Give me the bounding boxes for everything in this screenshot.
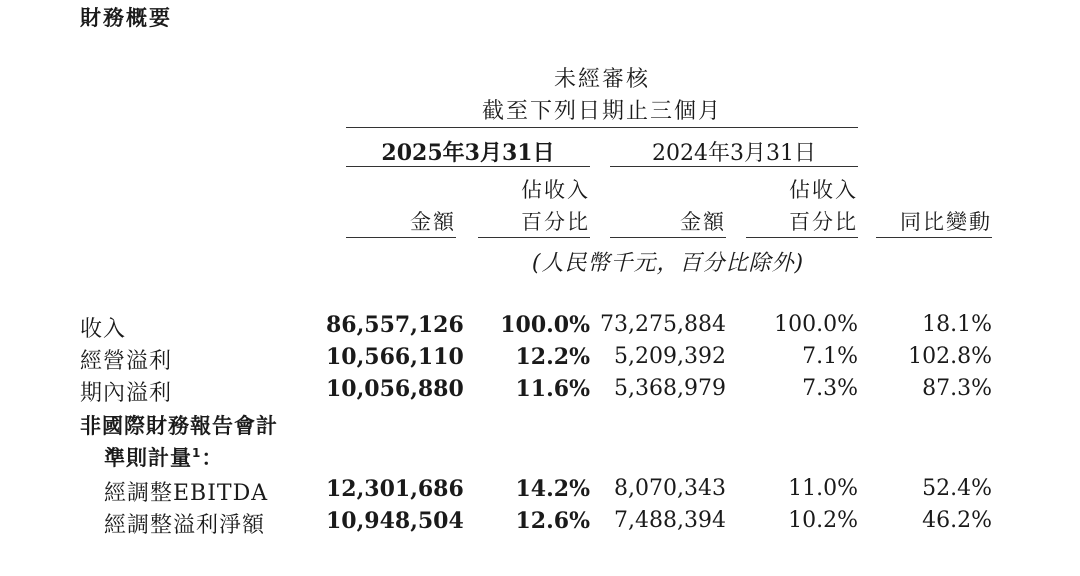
non-ifrs-heading-line1: 非國際財務報告會計 — [80, 414, 278, 438]
col-prior-pct-line2: 百分比 — [789, 210, 858, 234]
row-cur-pct: 12.2% — [515, 344, 590, 370]
row-prior-pct: 10.2% — [788, 508, 858, 533]
period-current: 2025年3月31日 — [381, 140, 555, 166]
rule-col-yoy — [876, 237, 992, 238]
row-label: 收入 — [80, 317, 127, 342]
row-prior-amount: 5,209,392 — [614, 344, 726, 369]
header-unaudited: 未經審核 — [553, 67, 650, 92]
row-cur-pct: 11.6% — [515, 376, 590, 402]
section-title: 財務概要 — [80, 6, 172, 30]
row-label: 期內溢利 — [80, 381, 173, 406]
rule-col-cur-amount — [346, 237, 456, 238]
non-ifrs-heading-line2 — [104, 442, 223, 472]
non-ifrs-heading-colon: ： — [201, 446, 224, 470]
row-yoy: 52.4% — [922, 476, 992, 501]
rule-prior-period — [610, 166, 858, 167]
row-cur-amount: 10,566,110 — [326, 344, 464, 370]
col-cur-amount: 金額 — [410, 210, 456, 234]
col-prior-amount: 金額 — [680, 210, 726, 234]
header-rule-top — [346, 127, 858, 128]
rule-col-prior-amount — [610, 237, 726, 238]
rule-col-prior-pct — [746, 237, 858, 238]
col-yoy: 同比變動 — [900, 210, 992, 234]
non-ifrs-heading-text: 準則計量 — [104, 446, 192, 470]
row-label: 經營溢利 — [80, 349, 173, 374]
row-cur-amount: 12,301,686 — [326, 476, 464, 502]
row-label: 經調整溢利淨額 — [104, 513, 266, 538]
row-prior-amount: 5,368,979 — [614, 376, 726, 401]
row-label: 經調整EBITDA — [104, 481, 269, 506]
col-cur-pct-line1: 佔收入 — [521, 178, 590, 202]
row-cur-pct: 12.6% — [515, 508, 590, 534]
row-prior-pct: 100.0% — [774, 312, 858, 337]
row-cur-pct: 100.0% — [500, 312, 590, 338]
rule-current-period — [346, 166, 590, 167]
row-prior-pct: 11.0% — [788, 476, 858, 501]
row-prior-amount: 8,070,343 — [614, 476, 726, 501]
row-cur-amount: 10,948,504 — [326, 508, 464, 534]
row-yoy: 102.8% — [908, 344, 992, 369]
rule-col-cur-pct — [478, 237, 590, 238]
header-period-desc: 截至下列日期止三個月 — [481, 99, 722, 124]
row-prior-amount: 73,275,884 — [600, 312, 726, 337]
period-prior: 2024年3月31日 — [652, 141, 816, 166]
row-yoy: 46.2% — [922, 508, 992, 533]
col-prior-pct-line1: 佔收入 — [789, 178, 858, 202]
row-prior-pct: 7.1% — [802, 344, 858, 369]
row-prior-amount: 7,488,394 — [614, 508, 726, 533]
row-yoy: 18.1% — [922, 312, 992, 337]
footnote-marker: 1 — [192, 446, 202, 460]
row-prior-pct: 7.3% — [802, 376, 858, 401]
row-yoy: 87.3% — [922, 376, 992, 401]
col-cur-pct-line2: 百分比 — [521, 210, 590, 234]
unit-note: (人民幣千元，百分比除外) — [531, 251, 805, 276]
row-cur-pct: 14.2% — [515, 476, 590, 502]
row-cur-amount: 86,557,126 — [326, 312, 464, 338]
row-cur-amount: 10,056,880 — [326, 376, 464, 402]
